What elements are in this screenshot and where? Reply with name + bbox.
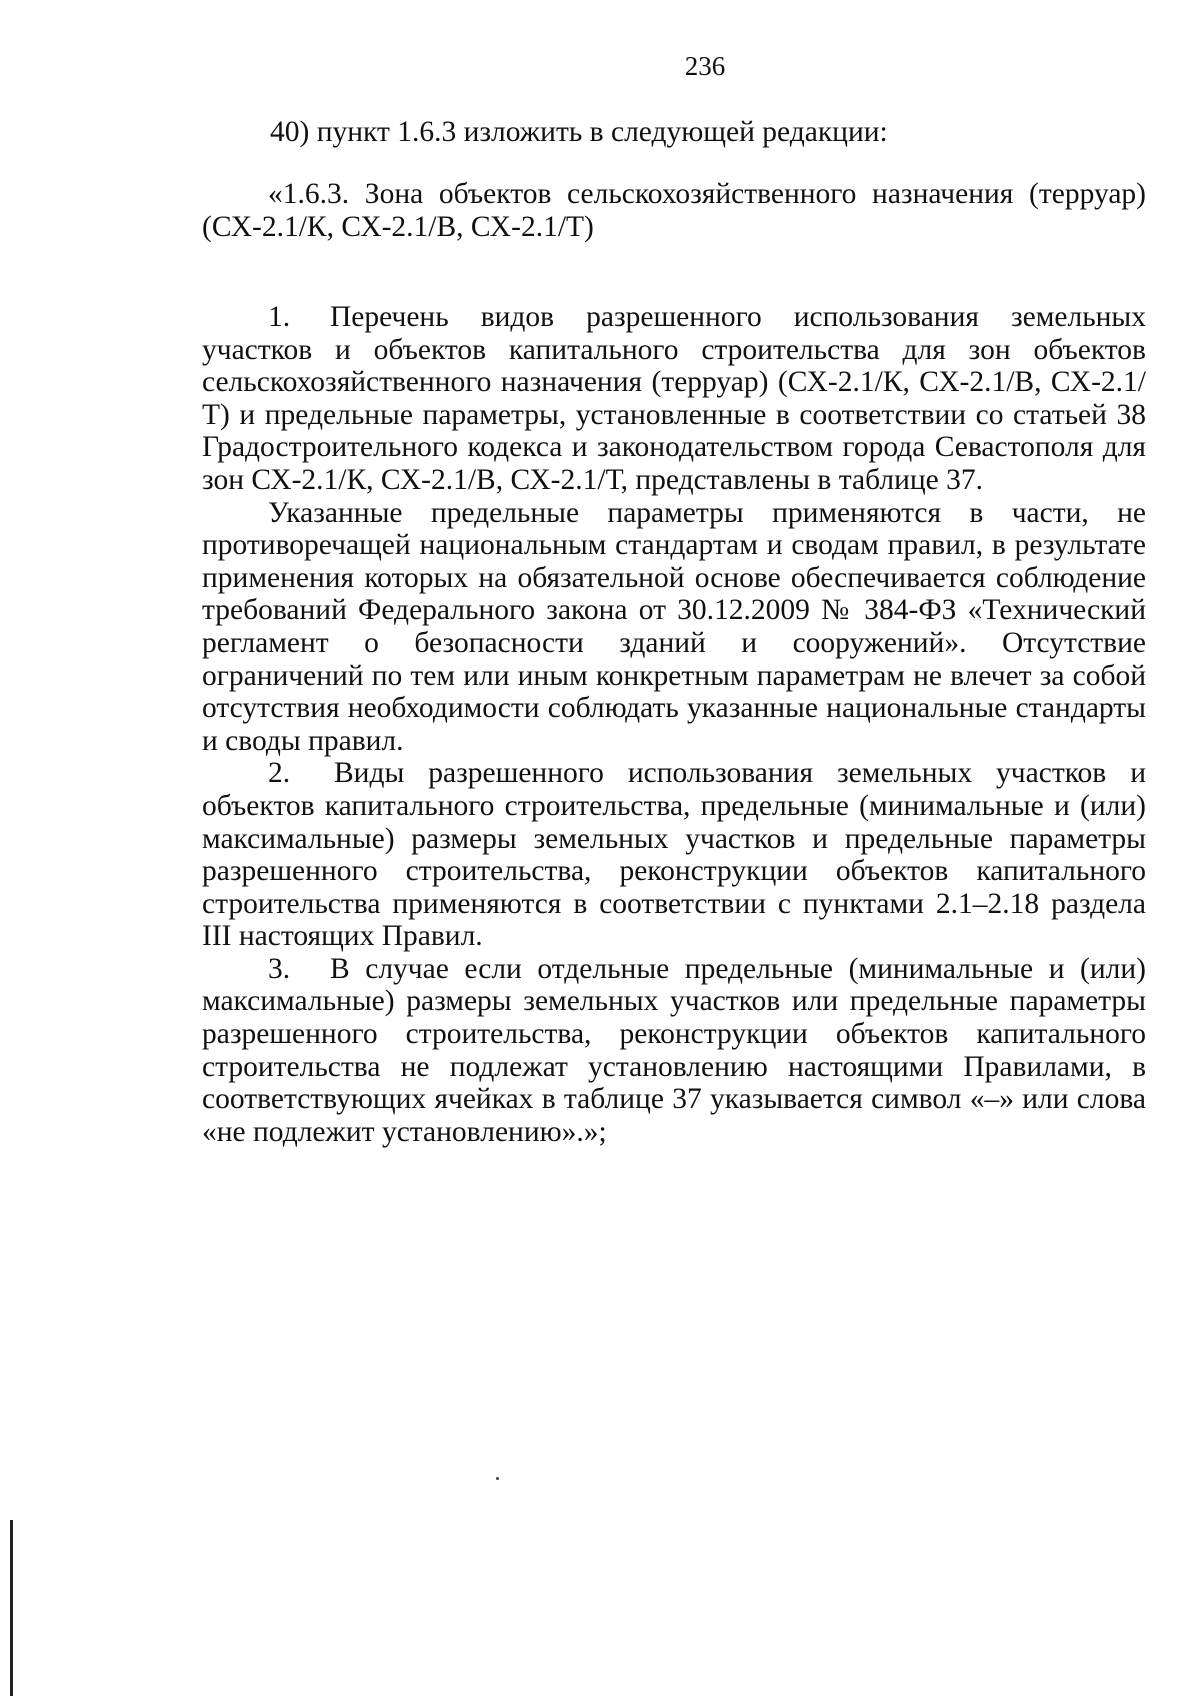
paragraph-text: В случае если отдельные предельные (минимальные и (или) максимальные) размеры земельных участков или предельные параметры разрешенного строительства, реконструкции объектов капитального строительства не подлежат установлению настоящими Правилами, в соответствующих ячейках в таблице 37 указывается символ «–» или слова «не подлежит установлению».»;: [202, 952, 1146, 1148]
paragraph-text: Виды разрешенного использования земельных участков и объектов капитального строительства, предельные (минимальные и (или) максимальные) размеры земельных участков и предельные параметры разрешенного строительства, реконструкции объектов капитального строительства применяются в соответствии с пунктами 2.1–2.18 раздела III настоящих Правил.: [202, 757, 1146, 953]
paragraph-number: 1.: [268, 301, 291, 333]
intro-line: 40) пункт 1.6.3 изложить в следующей редакции:: [270, 116, 888, 148]
paragraph-number: 3.: [268, 952, 291, 985]
paragraph-text: Указанные предельные параметры применяются в части, не противоречащей национальным стандартам и сводам правил, в результате применения которых на обязательной основе обеспечивается соблюдение требований Федерального закона от 30.12.2009 № 384-ФЗ «Технический регламент о безопасности зданий и сооружений». Отсутствие ограничений по тем или иным конкретным параметрам не влечет за собой отсутствия необходимости соблюдать указанные национальные стандарты и своды правил.: [202, 496, 1146, 757]
section-heading: [202, 178, 1146, 243]
document-body: [202, 301, 1146, 1148]
paragraph-text: Перечень видов разрешенного использования земельных участков и объектов капитального строительства для зон объектов сельскохозяйственного назначения (терруар) (СХ-2.1/К, СХ-2.1/В, СХ-2.1/Т) и предельные параметры, установленные в соответствии со статьей 38 Градостроительного кодекса и законодательством города Севастополя для зон СХ-2.1/К, СХ-2.1/В, СХ-2.1/Т, представлены в таблице 37.: [202, 301, 1146, 496]
scan-margin-line: [10, 1520, 13, 1696]
paragraph-1: [202, 301, 1146, 497]
paragraph-1-continued: [202, 497, 1146, 758]
paragraph-3: [202, 953, 1146, 1149]
paragraph-2: [202, 757, 1146, 953]
section-heading-text: «1.6.3. Зона объектов сельскохозяйственного назначения (терруар) (СХ-2.1/К, СХ-2.1/В, СХ-2.1/Т): [202, 178, 1146, 243]
paragraph-number: 2.: [268, 757, 291, 790]
scan-speck: [496, 1477, 499, 1480]
page-number: 236: [684, 51, 726, 81]
